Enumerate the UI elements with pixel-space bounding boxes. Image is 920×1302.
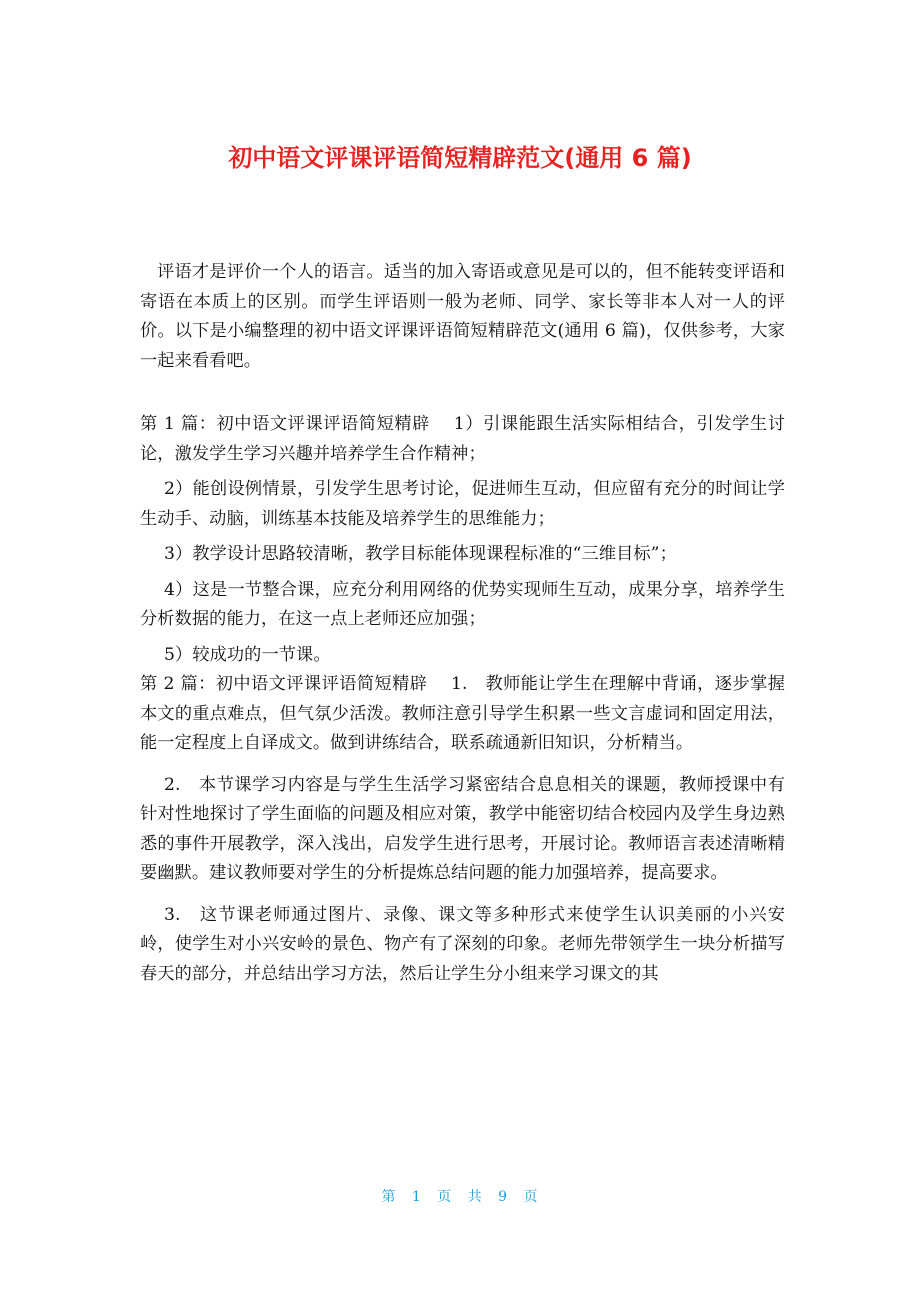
paragraph-section-2-item-3: 3. 这节课老师通过图片、录像、课文等多种形式来使学生认识美丽的小兴安岭，使学生对小兴安岭的景色、物产有了深刻的印象。老师先带领学生一块分析描写春天的部分，并总结出学习方法，然后让学生分小组来学习课文的其: [140, 904, 785, 984]
paragraph-item-5: 5）较成功的一节课。: [164, 644, 331, 665]
intro-paragraph: 评语才是评价一个人的语言。适当的加入寄语或意见是可以的，但不能转变评语和寄语在本质上的区别。而学生评语则一般为老师、同学、家长等非本人对一人的评价。以下是小编整理的初中语文评课评语简短精辟范文(通用 6 篇)，仅供参考，大家一起来看看吧。: [140, 262, 785, 371]
document-body: [140, 258, 785, 989]
paragraph-section-2-start: 第 2 篇：初中语文评课评语简短精辟 1. 教师能让学生在理解中背诵，逐步掌握本文的重点难点，但气氛少活泼。教师注意引导学生积累一些文言虚词和固定用法，能一定程度上自译成文。做到讲练结合，联系疏通新旧知识，分析精当。: [140, 674, 785, 753]
page-footer: 第 1 页 共 9 页: [381, 1189, 539, 1205]
document-title: 初中语文评课评语简短精辟范文(通用 6 篇): [228, 144, 692, 172]
paragraph-item-3: 3）教学设计思路较清晰，教学目标能体现课程标准的“三维目标”；: [164, 544, 677, 564]
paragraph-section-1-start: 第 1 篇：初中语文评课评语简短精辟 1）引课能跟生活实际相结合，引发学生讨论，激发学生学习兴趣并培养学生合作精神；: [140, 414, 785, 464]
paragraph-section-2-item-2: 2. 本节课学习内容是与学生生活学习紧密结合息息相关的课题，教师授课中有针对性地探讨了学生面临的问题及相应对策，教学中能密切结合校园内及学生身边熟悉的事件开展教学，深入浅出，启发学生进行思考，开展讨论。教师语言表述清晰精要幽默。建议教师要对学生的分析提炼总结问题的能力加强培养，提高要求。: [140, 774, 785, 883]
paragraph-item-4: 4）这是一节整合课，应充分利用网络的优势实现师生互动，成果分享，培养学生分析数据的能力，在这一点上老师还应加强；: [140, 579, 785, 629]
paragraph-item-2: 2）能创设例情景，引发学生思考讨论，促进师生互动，但应留有充分的时间让学生动手、动脑，训练基本技能及培养学生的思维能力；: [140, 479, 785, 529]
